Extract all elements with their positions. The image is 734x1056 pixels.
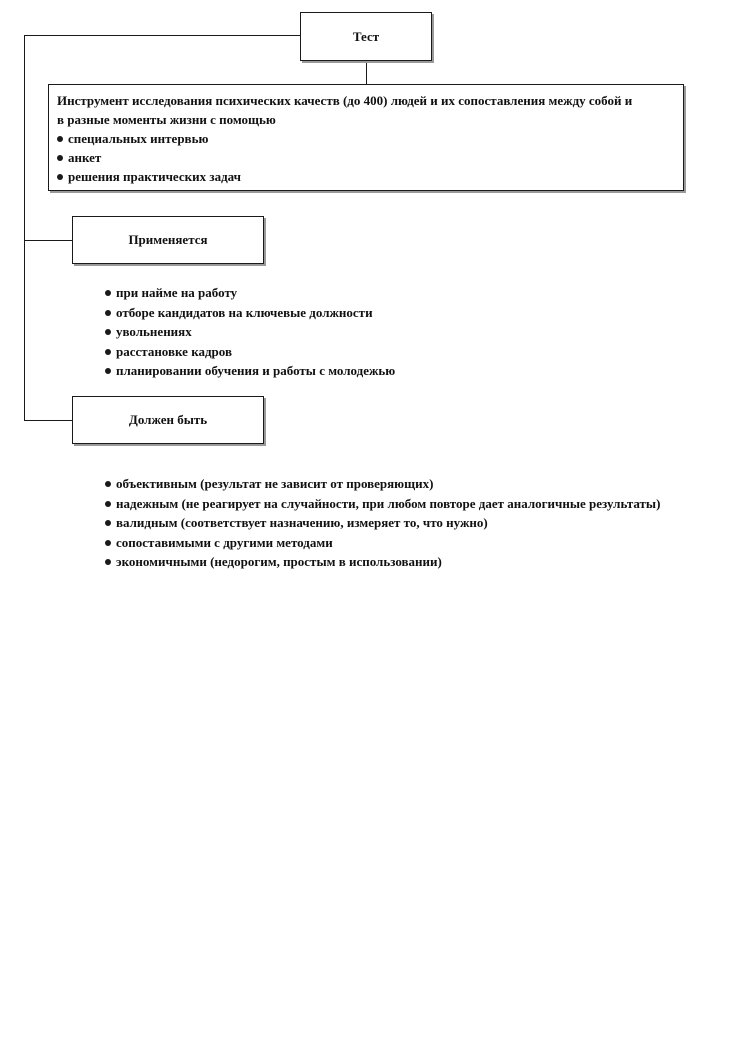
applied-box xyxy=(72,216,264,264)
bullet-icon xyxy=(105,540,111,546)
must-be-list-container xyxy=(105,474,675,572)
list-item: увольнениях xyxy=(105,322,685,342)
list-item: специальных интервью xyxy=(57,129,675,148)
bullet-icon xyxy=(105,501,111,507)
test-box-label: Тест xyxy=(352,28,380,44)
list-item: анкет xyxy=(57,148,675,167)
bullet-icon xyxy=(105,329,111,335)
bullet-icon xyxy=(105,310,111,316)
bullet-icon xyxy=(57,155,63,161)
definition-box xyxy=(48,84,684,191)
connector-left-spine xyxy=(24,35,25,421)
connector-mustbe-horizontal xyxy=(24,420,72,421)
list-item: объективным (результат не зависит от проверяющих) xyxy=(105,474,675,494)
list-item: сопоставимыми с другими методами xyxy=(105,533,675,553)
bullet-icon xyxy=(105,559,111,565)
bullet-icon xyxy=(57,174,63,180)
bullet-icon xyxy=(105,349,111,355)
bullet-icon xyxy=(105,290,111,296)
connector-top-horizontal xyxy=(24,35,300,36)
list-item: решения практических задач xyxy=(57,167,675,186)
must-be-box-label: Должен быть xyxy=(128,412,208,427)
definition-text: Инструмент исследования психических качеств (до 400) людей и их сопоставления между собой и в разные моменты жизни с помощью xyxy=(57,93,633,127)
bullet-icon xyxy=(57,136,63,142)
must-be-box xyxy=(72,396,264,444)
list-item: при найме на работу xyxy=(105,283,685,303)
list-item: валидным (соответствует назначению, измеряет то, что нужно) xyxy=(105,513,675,533)
bullet-icon xyxy=(105,368,111,374)
definition-methods-list xyxy=(57,129,675,186)
applied-box-label: Применяется xyxy=(128,232,208,247)
list-item: отборе кандидатов на ключевые должности xyxy=(105,303,685,323)
list-item: экономичными (недорогим, простым в использовании) xyxy=(105,552,675,572)
connector-test-to-definition xyxy=(366,61,367,84)
connector-applied-horizontal xyxy=(24,240,72,241)
test-box xyxy=(300,12,432,61)
list-item: расстановке кадров xyxy=(105,342,685,362)
applied-list xyxy=(105,283,685,381)
applied-list-container xyxy=(105,283,685,381)
list-item: планировании обучения и работы с молодежью xyxy=(105,361,685,381)
list-item: надежным (не реагирует на случайности, при любом повторе дает аналогичные результаты) xyxy=(105,494,675,514)
must-be-list xyxy=(105,474,675,572)
bullet-icon xyxy=(105,481,111,487)
bullet-icon xyxy=(105,520,111,526)
